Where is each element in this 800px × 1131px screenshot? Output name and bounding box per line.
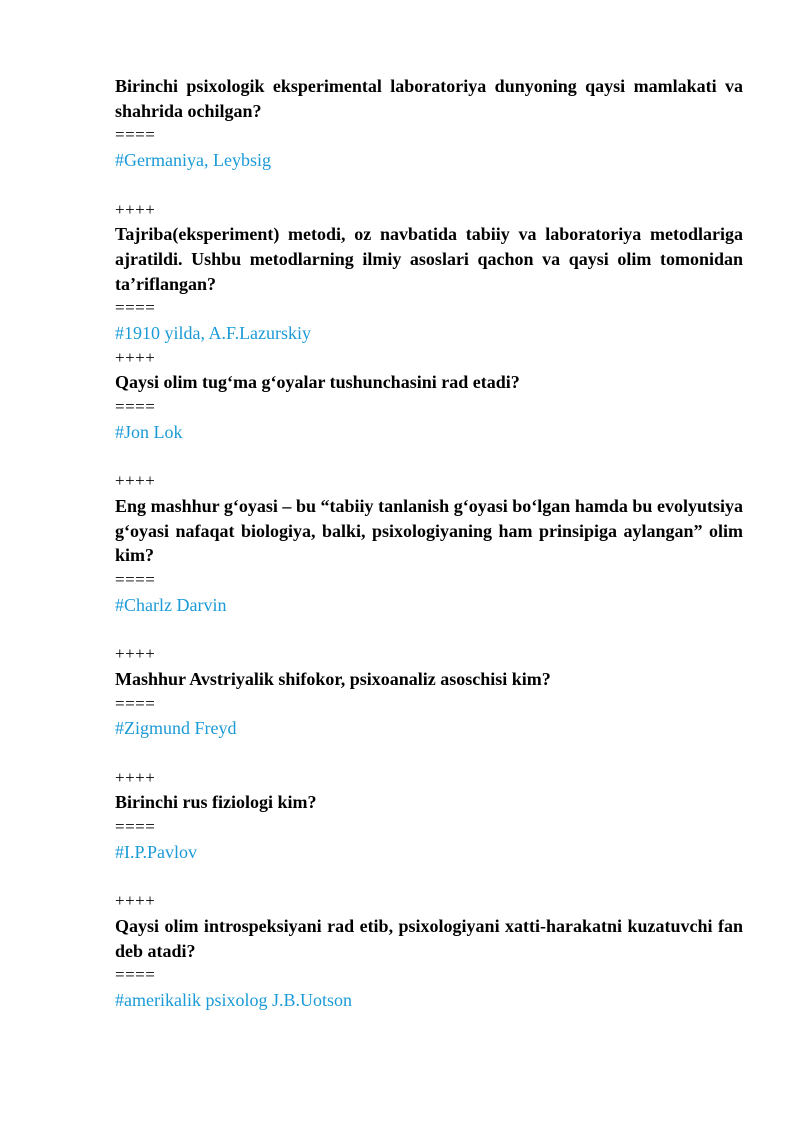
separator: ====: [115, 125, 156, 145]
answer-text: #Zigmund Freyd: [115, 718, 237, 739]
answer-text: #Charlz Darvin: [115, 594, 227, 615]
separator: ====: [115, 693, 156, 713]
answer-text: #I.P.Pavlov: [115, 841, 198, 862]
item-marker: ++++: [115, 471, 156, 491]
qa-item: [115, 766, 743, 865]
separator: ====: [115, 817, 156, 837]
separator: ====: [115, 298, 156, 318]
item-marker: ++++: [115, 199, 156, 219]
blank-line: [115, 741, 743, 766]
question-text: Qaysi olim tug‘ma g‘oyalar tushunchasini rad etadi?: [115, 372, 520, 393]
qa-item: [115, 889, 743, 1013]
qa-item: [115, 642, 743, 741]
blank-line: [115, 445, 743, 470]
answer-text: #amerikalik psixolog J.B.Uotson: [115, 989, 352, 1010]
blank-line: [115, 864, 743, 889]
answer-text: #Jon Lok: [115, 421, 183, 442]
item-marker: ++++: [115, 767, 156, 787]
answer-text: #1910 yilda, A.F.Lazurskiy: [115, 323, 312, 344]
separator: ====: [115, 965, 156, 985]
blank-line: [115, 173, 743, 198]
qa-item: [115, 469, 743, 617]
question-text: Birinchi psixologik eksperimental laboratoriya dunyoning qaysi mamlakati va shahrida ochilgan?: [115, 76, 743, 121]
qa-item: [115, 74, 743, 173]
question-text: Mashhur Avstriyalik shifokor, psixoanaliz asoschisi kim?: [115, 668, 551, 689]
separator: ====: [115, 570, 156, 590]
answer-text: #Germaniya, Leybsig: [115, 150, 271, 171]
question-text: Eng mashhur g‘oyasi – bu “tabiiy tanlanish g‘oyasi bo‘lgan hamda bu evolyutsiya g‘oyasi nafaqat biologiya, balki, psixologiyaning ham prinsipiga aylangan” olim kim?: [115, 495, 743, 566]
question-text: Birinchi rus fiziologi kim?: [115, 792, 317, 813]
question-text: Tajriba(eksperiment) metodi, oz navbatida tabiiy va laboratoriya metodlariga ajratildi. Ushbu metodlarning ilmiy asoslari qachon va qaysi olim tomonidan ta’riflangan?: [115, 224, 743, 294]
item-marker: ++++: [115, 644, 156, 664]
question-text: Qaysi olim introspeksiyani rad etib, psixologiyani xatti-harakatni kuzatuvchi fan deb atadi?: [115, 915, 743, 961]
item-marker: ++++: [115, 347, 156, 367]
qa-item: [115, 198, 743, 346]
qa-item: [115, 346, 743, 445]
item-marker: ++++: [115, 891, 156, 911]
separator: ====: [115, 397, 156, 417]
blank-line: [115, 617, 743, 642]
